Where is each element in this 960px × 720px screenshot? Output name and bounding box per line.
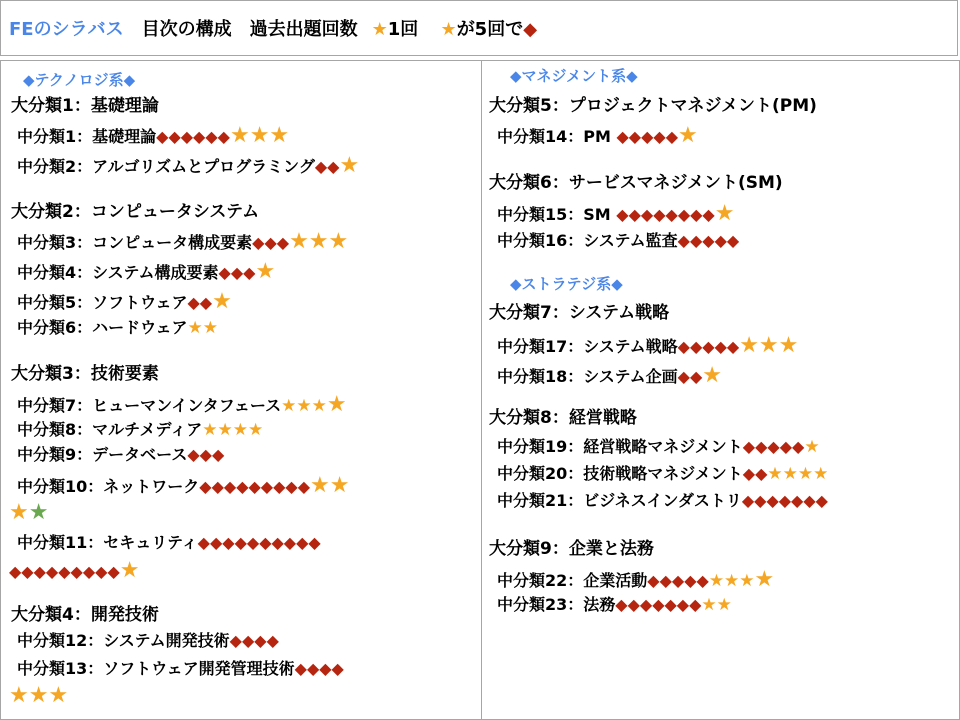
legend-star2-icon: ★: [440, 19, 457, 40]
star-icons: ★★: [310, 473, 350, 498]
minor-label: 中分類19：経営戦略マネジメント: [497, 437, 743, 456]
minor-label: 中分類6：ハードウェア: [17, 318, 188, 337]
star-icons: ★: [714, 201, 735, 226]
minor-category-12: [17, 633, 279, 649]
minor-category-10: [17, 475, 349, 497]
diamond-icons: ◆◆◆◆◆: [647, 571, 709, 590]
minor-category-8: [17, 422, 263, 439]
star-icons: ★★★★: [202, 420, 264, 440]
diamond-icons: ◆◆◆◆◆: [742, 437, 805, 456]
minor-label: 中分類9：データベース: [17, 445, 188, 464]
minor-category-4: [17, 261, 275, 283]
minor-category-6: [17, 320, 218, 337]
minor-label: 中分類22：企業活動: [497, 571, 648, 590]
star-icons: ★: [119, 558, 140, 583]
major-category-5: 大分類5：プロジェクトマネジメント(PM): [489, 96, 817, 116]
minor-category-18: [497, 365, 722, 387]
diamond-icons: ◆◆◆◆◆: [677, 231, 740, 250]
minor-category-3: [17, 231, 348, 253]
legend-star-text: 1回: [387, 19, 419, 40]
diamond-icons: ◆◆◆◆◆◆◆◆◆◆: [197, 533, 321, 552]
minor-category-19: [497, 439, 820, 456]
diamond-icons: ◆◆: [314, 157, 340, 176]
major-category-7: 大分類7：システム戦略: [489, 303, 670, 323]
major-category-1: 大分類1：基礎理論: [11, 96, 159, 116]
major-category-8: 大分類8：経営戦略: [489, 408, 637, 428]
minor-label: 中分類10：ネットワーク: [17, 477, 200, 496]
page-title: FEのシラバス: [9, 19, 124, 40]
minor-label: 中分類1：基礎理論: [17, 127, 157, 146]
minor-category-7: [17, 394, 347, 416]
star-icons: ★★★: [281, 396, 327, 416]
star-icons: ★: [326, 392, 347, 417]
minor-label: 中分類15：SM: [497, 205, 611, 224]
minor-category-2: [17, 155, 359, 177]
legend-star2-text: が5回で: [456, 19, 524, 40]
minor-label: 中分類8：マルチメディア: [17, 420, 203, 439]
star-icons: ★★★: [289, 229, 349, 254]
star-icons: ★★★: [708, 571, 755, 591]
diamond-icons: ◆◆◆: [252, 233, 290, 252]
minor-category-16: [497, 233, 739, 249]
diamond-icons: ◆◆: [187, 293, 213, 312]
minor-label: 中分類11：セキュリティ: [17, 533, 198, 552]
minor-label: 中分類4：システム構成要素: [17, 263, 219, 282]
star-icons: ★: [678, 123, 698, 148]
star-icons: ★★: [701, 595, 732, 615]
diamond-icons: ◆◆◆◆: [229, 631, 279, 650]
minor-label: 中分類5：ソフトウェア: [17, 293, 188, 312]
star-icons: ★★: [187, 318, 218, 338]
star-icons: ★★★: [9, 683, 69, 708]
technology-panel: [0, 60, 482, 720]
diamond-icons: ◆◆◆◆◆◆: [156, 127, 230, 146]
page-subtitle: 目次の構成 過去出題回数: [141, 19, 358, 40]
major-category-2: 大分類2：コンピュータシステム: [11, 202, 260, 222]
major-category-6: 大分類6：サービスマネジメント(SM): [489, 173, 783, 193]
major-category-3: 大分類3：技術要素: [11, 364, 159, 384]
minor-label: 中分類3：コンピュータ構成要素: [17, 233, 253, 252]
diamond-icons: ◆◆◆: [187, 445, 225, 464]
minor-label: 中分類12：システム開発技術: [17, 631, 230, 650]
major-category-9: 大分類9：企業と法務: [489, 539, 654, 559]
minor-category-17: [497, 335, 798, 357]
diamond-icons: ◆◆◆◆◆: [677, 337, 740, 356]
star-icons: ★: [339, 153, 360, 178]
title-bar: [0, 0, 958, 56]
diamond-icons: ◆◆◆◆: [294, 659, 344, 678]
minor-category-14: [497, 125, 698, 147]
minor-label: 中分類23：法務: [497, 595, 616, 614]
diamond-icons: ◆◆◆◆◆◆◆◆◆: [199, 477, 311, 496]
legend-diamond-icon: ◆: [523, 19, 538, 40]
green-star-icon: ★: [28, 500, 49, 525]
star-icons: ★: [212, 289, 232, 314]
diamond-icons: ◆◆◆◆◆◆◆◆◆: [9, 562, 120, 581]
legend: [372, 15, 537, 41]
minor-category-10-continued: [9, 502, 48, 524]
diamond-icons: ◆◆◆◆◆◆◆◆: [616, 205, 715, 224]
star-icons: ★: [754, 567, 775, 592]
minor-category-1: [17, 125, 289, 147]
minor-label: 中分類21：ビジネスインダストリ: [497, 491, 742, 510]
minor-category-22: [497, 569, 774, 591]
diamond-icons: ◆◆: [677, 367, 703, 386]
minor-category-21: [497, 493, 828, 509]
diamond-icons: ◆◆◆◆◆◆◆: [615, 595, 702, 614]
legend-star-icon: ★: [371, 19, 388, 40]
management-strategy-panel: [481, 60, 960, 720]
minor-category-5: [17, 291, 232, 313]
star-icons: ★★★: [229, 123, 290, 148]
diamond-icons: ◆◆◆: [218, 263, 256, 282]
minor-label: 中分類13：ソフトウェア開発管理技術: [17, 659, 295, 678]
minor-label: 中分類2：アルゴリズムとプログラミング: [17, 157, 315, 176]
minor-category-11-continued: [9, 560, 139, 582]
minor-category-13-continued: [9, 685, 68, 707]
diamond-icons: ◆◆◆◆◆◆◆: [741, 491, 828, 510]
star-icons: ★: [9, 500, 29, 525]
star-icons: ★: [804, 437, 820, 457]
minor-label: 中分類17：システム戦略: [497, 337, 678, 356]
minor-category-15: [497, 203, 734, 225]
star-icons: ★: [702, 363, 723, 388]
minor-label: 中分類18：システム企画: [497, 367, 678, 386]
minor-label: 中分類16：システム監査: [497, 231, 678, 250]
minor-label: 中分類14：PM: [497, 127, 611, 146]
minor-category-9: [17, 447, 224, 463]
minor-category-13: [17, 661, 344, 677]
major-category-4: 大分類4：開発技術: [11, 605, 159, 625]
minor-category-23: [497, 597, 732, 614]
star-icons: ★★★: [739, 333, 799, 358]
category-technology: ◆テクノロジ系◆: [23, 71, 136, 89]
minor-label: 中分類7：ヒューマンインタフェース: [17, 396, 282, 415]
category-management: ◆マネジメント系◆: [510, 67, 638, 85]
star-icons: ★★★★: [767, 464, 829, 484]
diamond-icons: ◆◆◆◆◆: [616, 127, 679, 146]
minor-category-11: [17, 535, 321, 551]
minor-label: 中分類20：技術戦略マネジメント: [497, 464, 743, 483]
category-strategy: ◆ストラテジ系◆: [510, 275, 623, 293]
minor-category-20: [497, 466, 828, 483]
diamond-icons: ◆◆: [742, 464, 768, 483]
star-icons: ★: [255, 259, 276, 284]
